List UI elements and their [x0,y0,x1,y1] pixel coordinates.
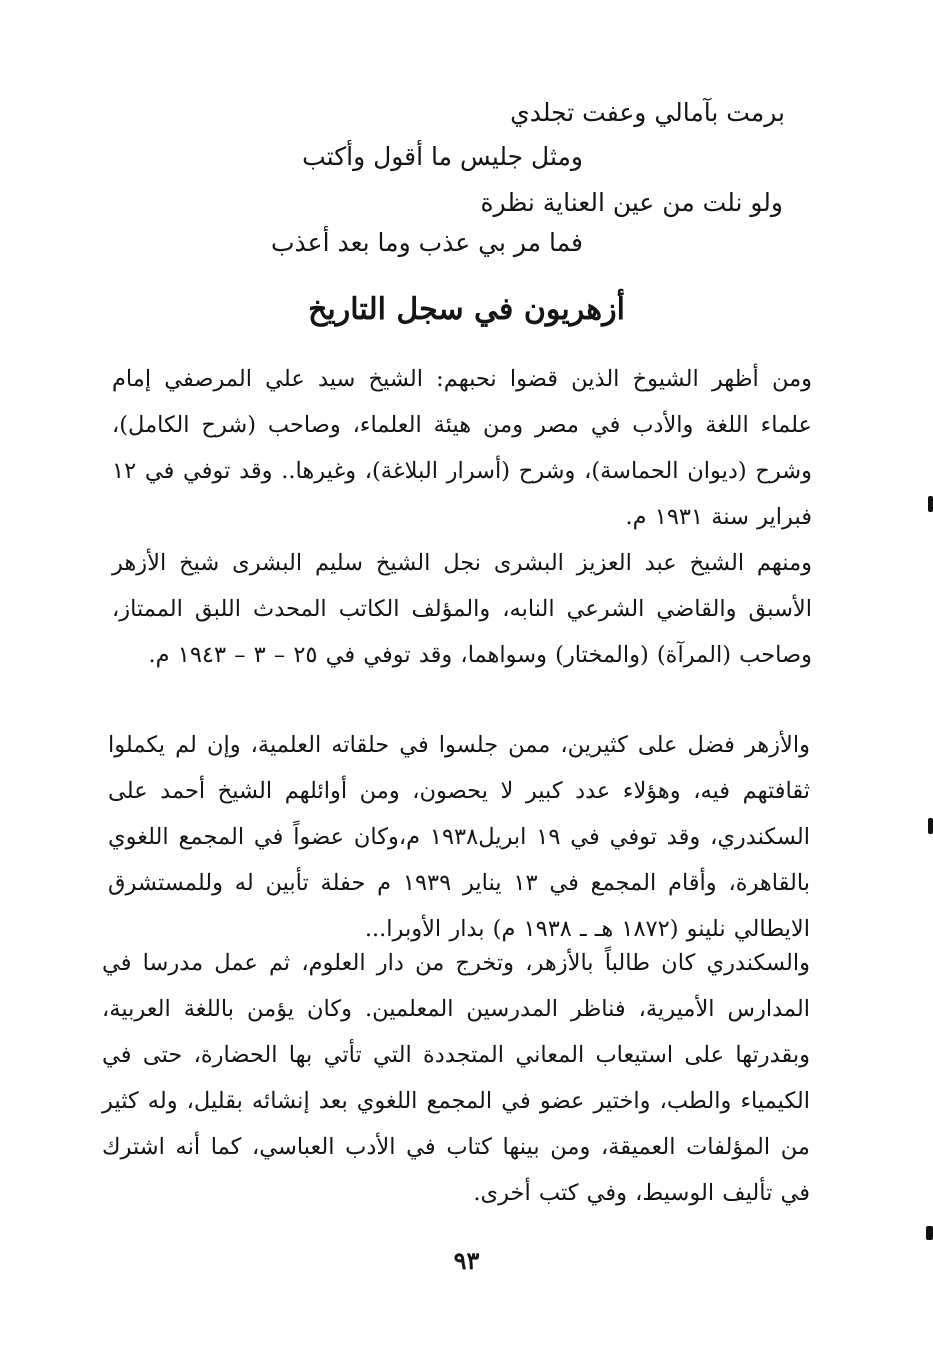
hemistich: ومثل جليس ما أقول وأكتب [302,142,583,171]
paragraph-1: ومن أظهر الشيوخ الذين قضوا نحبهم: الشيخ سيد علي المرصفي إمام علماء اللغة والأدب في مصر ومن هيئة العلماء، وصاحب (شرح الكامل)، وشرح (ديوان الحماسة)، وشرح (أسرار البلاغة)، وغيرها.. وقد توفي في ١٢ فبراير سنة ١٩٣١ م. [112,366,812,530]
page-number: ٩٣ [453,1246,480,1275]
section-title: أزهريون في سجل التاريخ [308,292,625,327]
hemistich: فما مر بي عذب وما بعد أعذب [271,228,583,257]
paragraph-2: ومنهم الشيخ عبد العزيز البشرى نجل الشيخ سليم البشرى شيخ الأزهر الأسبق والقاضي الشرعي النابه، والمؤلف الكاتب المحدث اللبق الممتاز، وصاحب (المرآة) (والمختار) وسواهما، وقد توفي في ٢٥ – ٣ – ١٩٤٣ م. [112,550,812,668]
paragraph-3: والأزهر فضل على كثيرين، ممن جلسوا في حلقاته العلمية، وإن لم يكملوا ثقافتهم فيه، وهؤلاء عدد كبير لا يحصون، ومن أوائلهم الشيخ أحمد على السكندري، وقد توفي في ١٩ ابريل١٩٣٨ م،وكان عضواً في المجمع اللغوي بالقاهرة، وأقام المجمع في ١٣ يناير ١٩٣٩ م حفلة تأبين له وللمستشرق الايطالي نلينو (١٨٧٢ هـ ـ ١٩٣٨ م) بدار الأوبرا... [108,732,811,942]
scan-edge-mark [928,496,933,512]
hemistich: ولو نلت من عين العناية نظرة [480,188,783,217]
paragraph-4: والسكندري كان طالباً بالأزهر، وتخرج من دار العلوم، ثم عمل مدرسا في المدارس الأميرية، فناظر المدرسين المعلمين. وكان يؤمن باللغة العربية، وبقدرتها على استيعاب المعاني المتجددة التي تأتي بها الحضارة، حتى في الكيمياء والطب، واختير عضو في المجمع اللغوي بعد إنشائه بقليل، وله كثير من المؤلفات العميقة، ومن بينها كتاب في الأدب العباسي، كما أنه اشترك في تأليف الوسيط، وفي كتب أخرى. [102,950,810,1206]
scan-edge-mark [926,1226,933,1240]
scan-edge-mark [928,818,933,834]
hemistich: برمت بآمالي وعفت تجلدي [510,98,785,127]
